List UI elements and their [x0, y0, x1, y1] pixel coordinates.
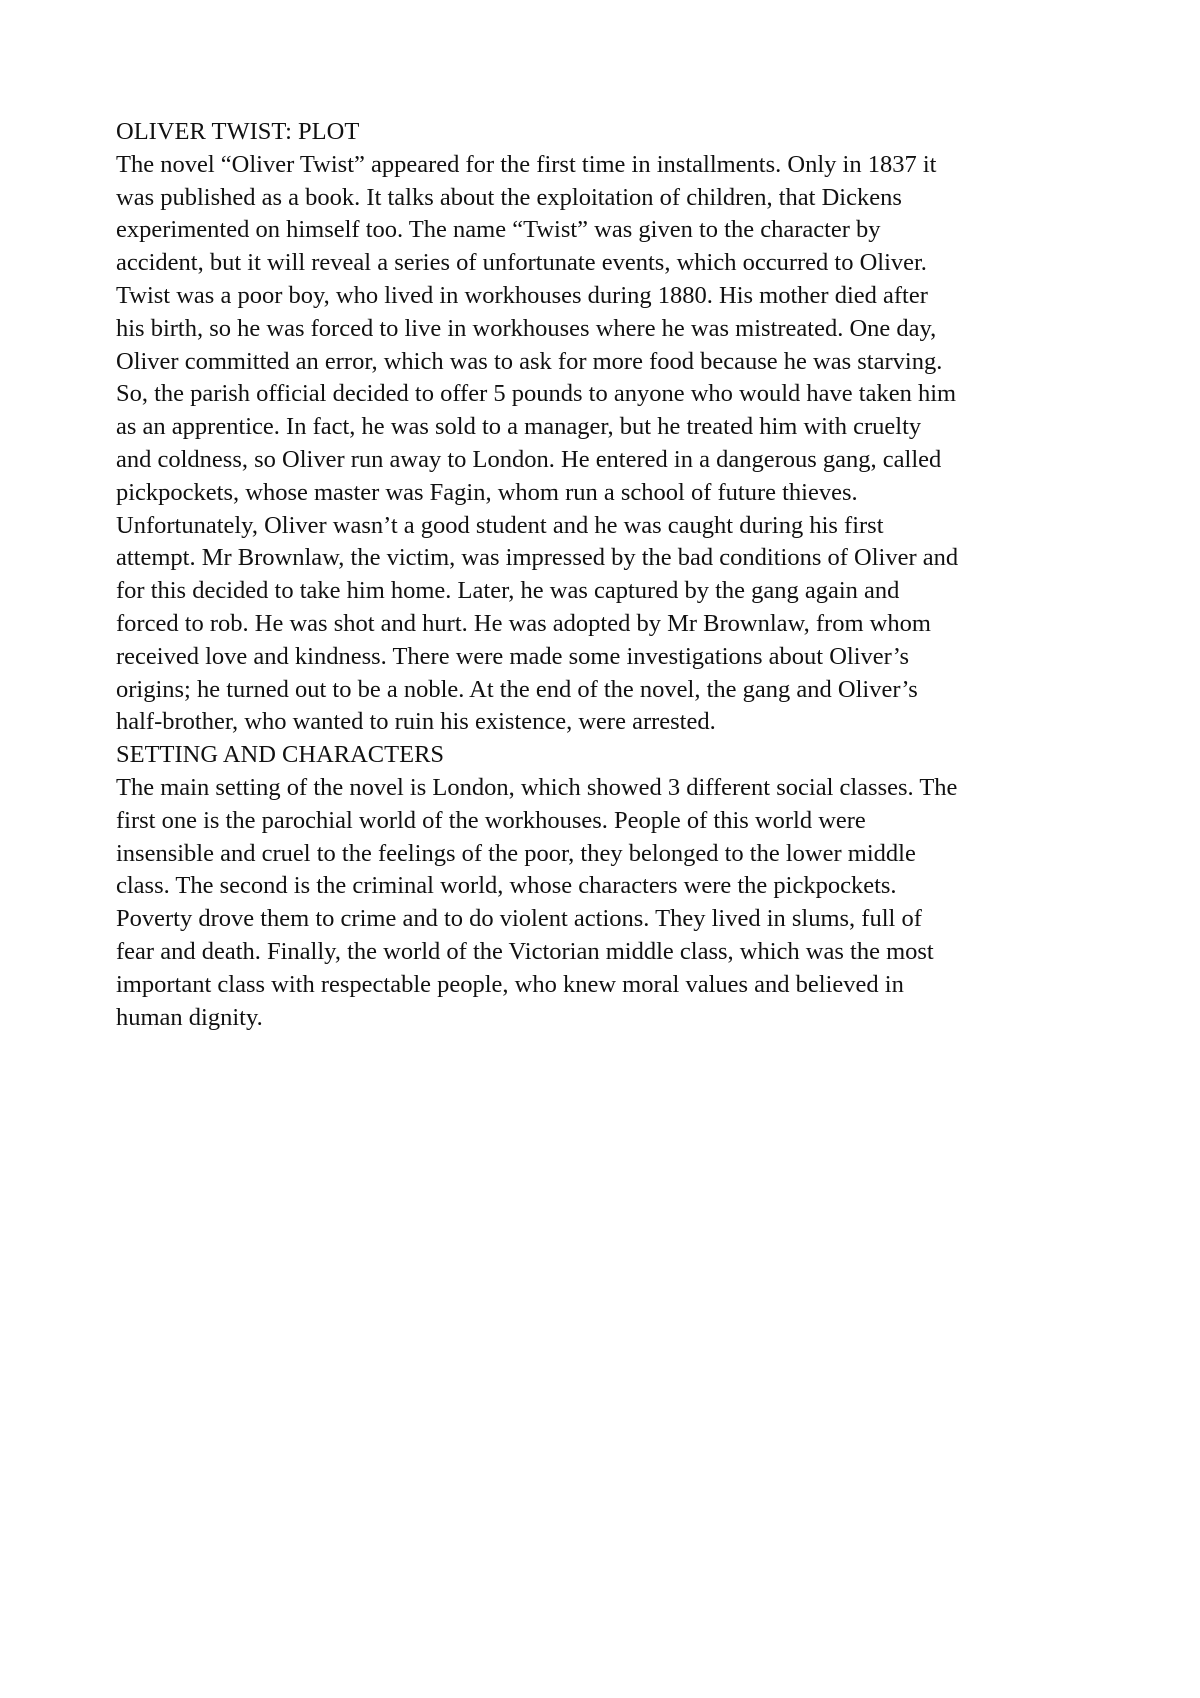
text-line: experimented on himself too. The name “Twist” was given to the character by: [116, 216, 881, 244]
text-line: as an apprentice. In fact, he was sold to a manager, but he treated him with cruelty: [116, 413, 922, 441]
text-line: was published as a book. It talks about the exploitation of children, that Dickens: [116, 183, 902, 211]
text-line: pickpockets, whose master was Fagin, whom run a school of future thieves.: [116, 478, 858, 506]
text-line: important class with respectable people, who knew moral values and believed in: [116, 970, 904, 998]
text-line: received love and kindness. There were made some investigations about Oliver’s: [116, 642, 910, 670]
text-line: his birth, so he was forced to live in workhouses where he was mistreated. One day,: [116, 314, 937, 342]
heading-plot: OLIVER TWIST: PLOT: [116, 118, 360, 145]
document-body: [116, 116, 1096, 1034]
text-line: insensible and cruel to the feelings of the poor, they belonged to the lower middle: [116, 839, 916, 867]
text-line: first one is the parochial world of the workhouses. People of this world were: [116, 806, 866, 834]
text-line: Oliver committed an error, which was to ask for more food because he was starving.: [116, 347, 943, 375]
text-line: origins; he turned out to be a noble. At the end of the novel, the gang and Oliver’s: [116, 675, 918, 703]
text-line: The novel “Oliver Twist” appeared for the first time in installments. Only in 1837 it: [116, 150, 937, 178]
heading-setting-and-characters: SETTING AND CHARACTERS: [116, 741, 445, 769]
text-line: class. The second is the criminal world, whose characters were the pickpockets.: [116, 872, 897, 900]
text-line: for this decided to take him home. Later, he was captured by the gang again and: [116, 577, 900, 605]
text-line: So, the parish official decided to offer 5 pounds to anyone who would have taken him: [116, 380, 957, 408]
text-line: fear and death. Finally, the world of the Victorian middle class, which was the most: [116, 937, 934, 965]
text-line: The main setting of the novel is London, which showed 3 different social classes. The: [116, 773, 958, 801]
text-line: accident, but it will reveal a series of unfortunate events, which occurred to Oliver.: [116, 249, 927, 277]
text-line: human dignity.: [116, 1003, 263, 1031]
text-line: attempt. Mr Brownlaw, the victim, was impressed by the bad conditions of Oliver and: [116, 544, 959, 572]
text-line: Twist was a poor boy, who lived in workhouses during 1880. His mother died after: [116, 281, 928, 309]
text-line: half-brother, who wanted to ruin his existence, were arrested.: [116, 708, 716, 736]
text-line: Unfortunately, Oliver wasn’t a good student and he was caught during his first: [116, 511, 884, 539]
text-line: and coldness, so Oliver run away to London. He entered in a dangerous gang, called: [116, 445, 942, 473]
text-line: forced to rob. He was shot and hurt. He was adopted by Mr Brownlaw, from whom: [116, 609, 931, 637]
text-line: Poverty drove them to crime and to do violent actions. They lived in slums, full of: [116, 905, 922, 933]
